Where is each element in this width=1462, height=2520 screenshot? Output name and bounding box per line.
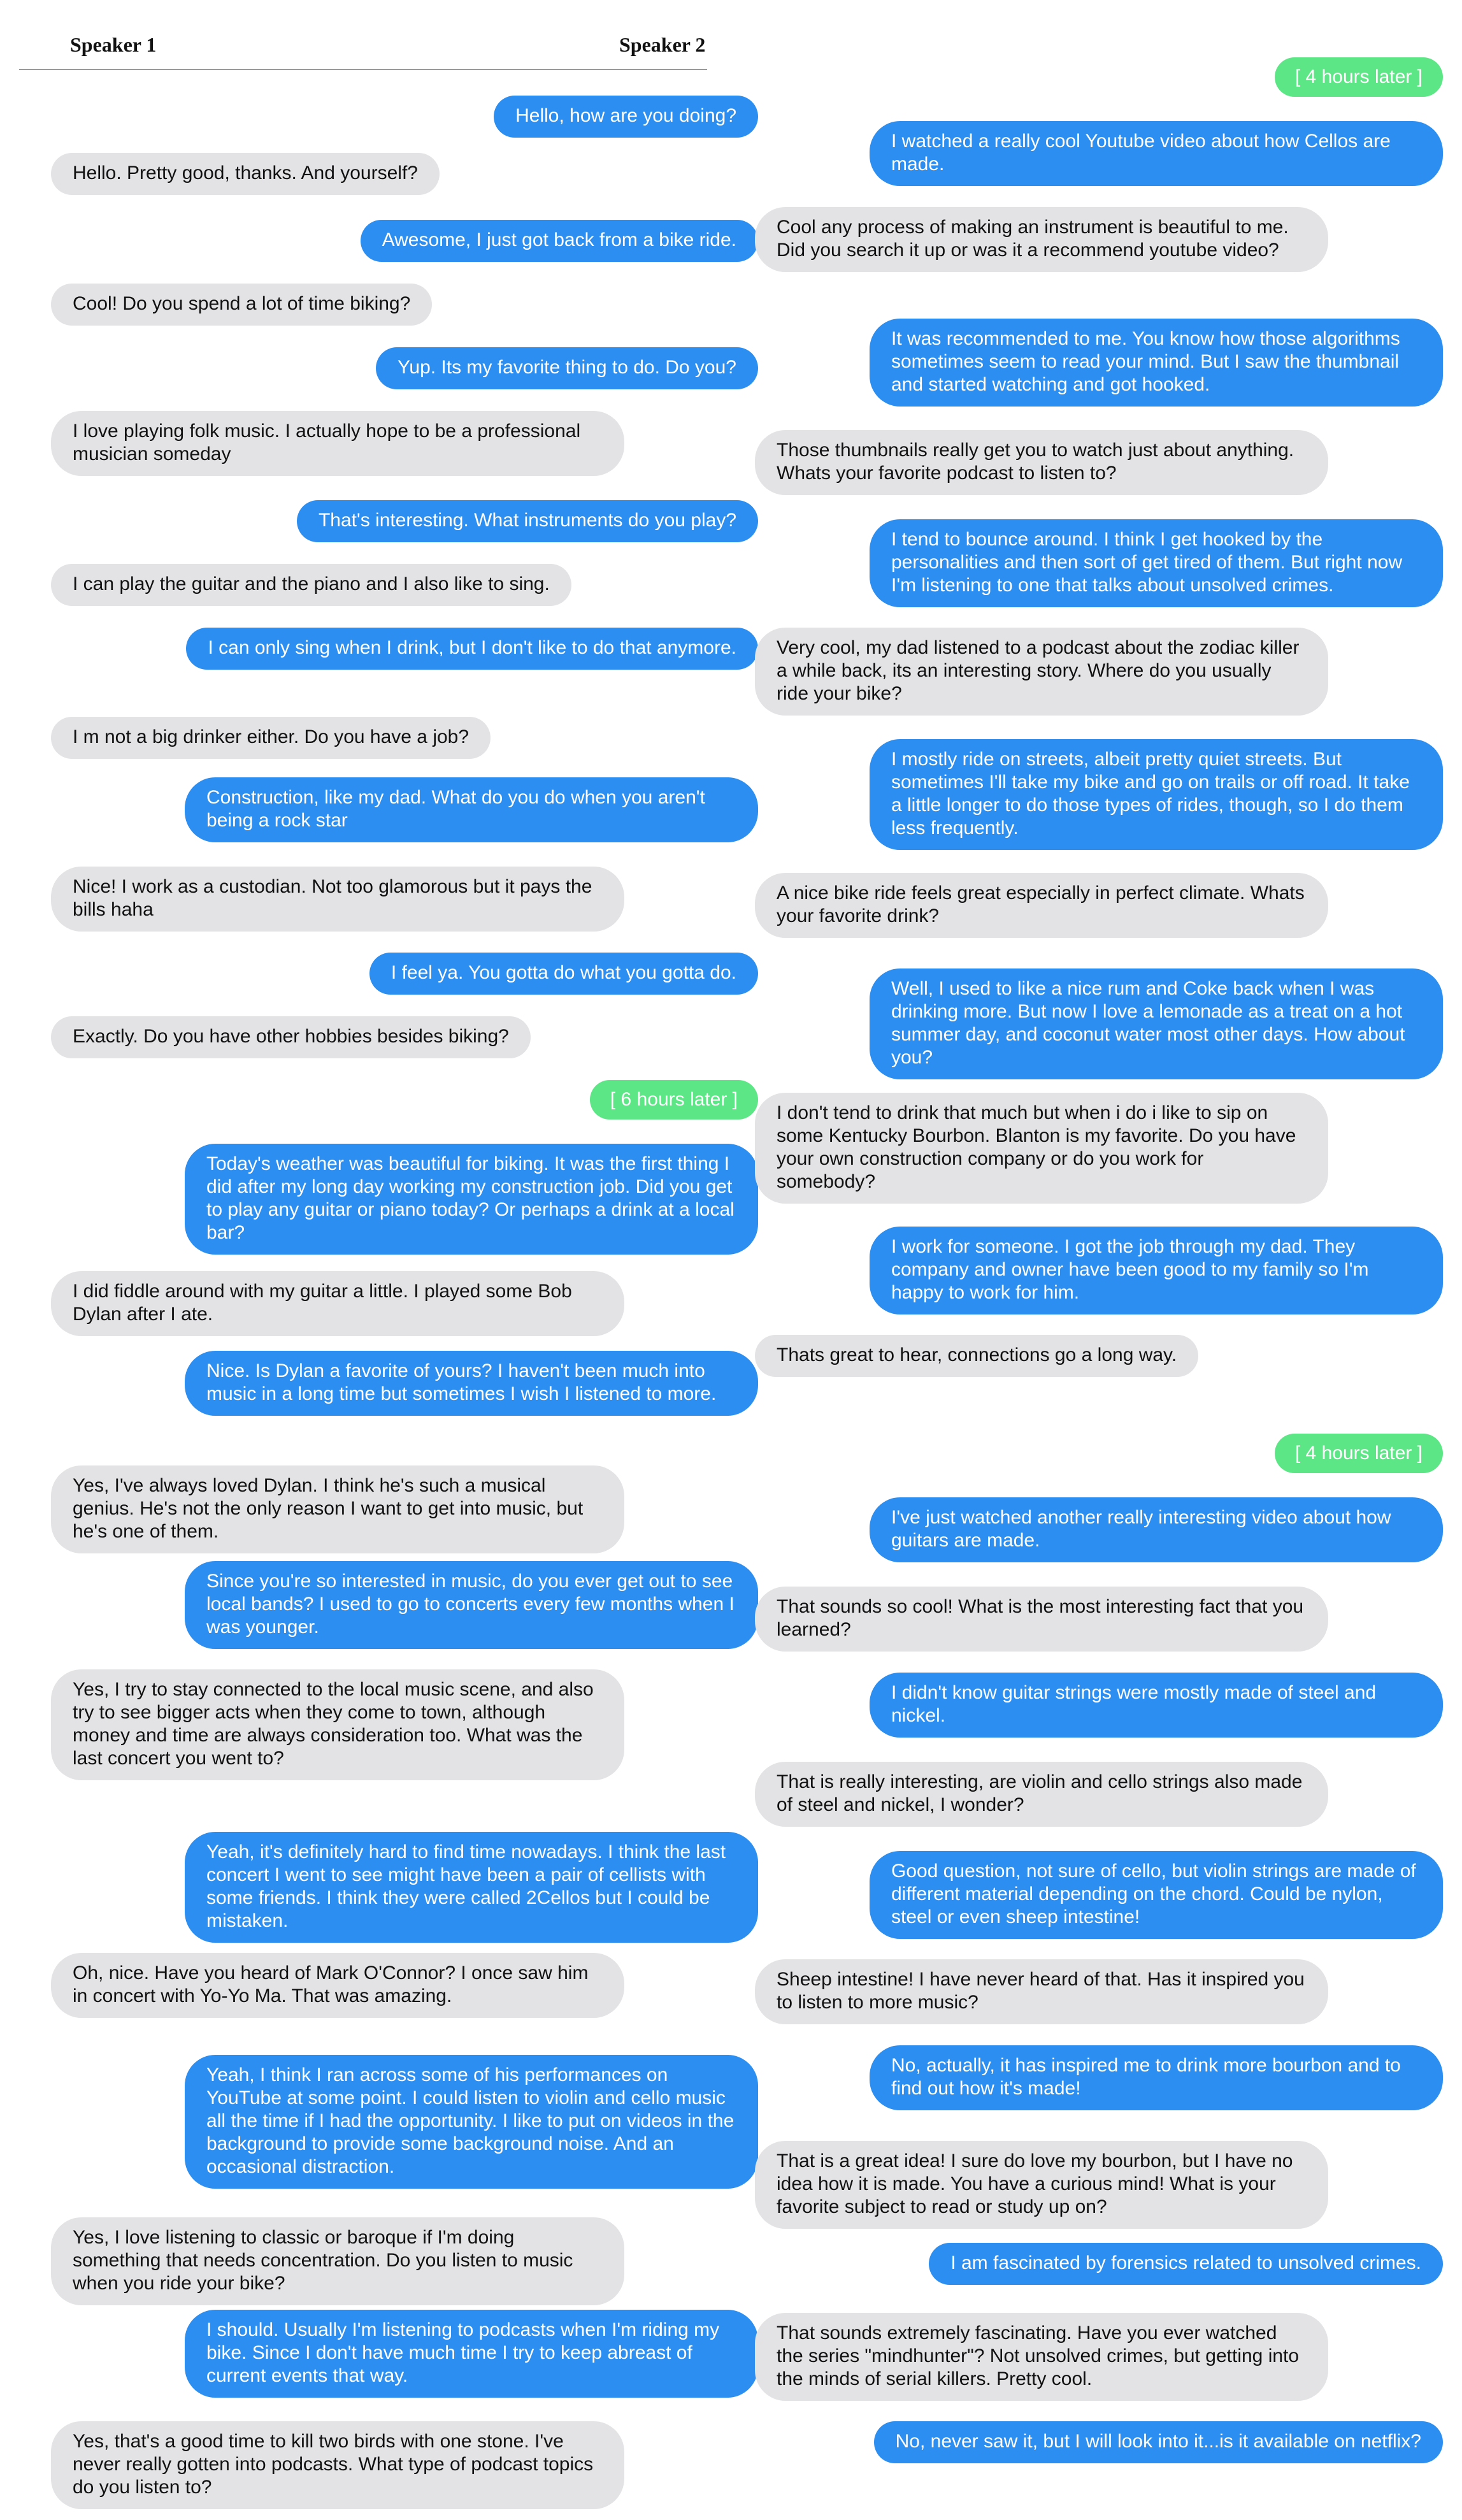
message-bubble-speaker2: No, actually, it has inspired me to drink more bourbon and to find out how it's made! [870, 2045, 1443, 2110]
message-bubble-speaker2: I tend to bounce around. I think I get hooked by the personalities and then sort of get tired of them. But right now I'm listening to one that talks about unsolved crimes. [870, 519, 1443, 607]
message-row-speaker2 [755, 1851, 1443, 1939]
message-row-speaker1 [755, 1762, 1443, 1827]
message-row-speaker2 [755, 319, 1443, 407]
timestamp-pill: [ 6 hours later ] [590, 1080, 758, 1120]
message-bubble-speaker1: Yes, I love listening to classic or baroque if I'm doing something that needs concentration. Do you listen to music when you ride your bike? [51, 2217, 624, 2305]
timestamp-row [755, 1434, 1443, 1473]
message-row-speaker1 [51, 867, 758, 932]
message-bubble-speaker2: Yeah, it's definitely hard to find time nowadays. I think the last concert I went to see might have been a pair of cellists with some friends. I think they were called 2Cellos but I could be mistaken. [185, 1832, 758, 1943]
transcript-header [19, 28, 707, 70]
message-bubble-speaker2: I am fascinated by forensics related to unsolved crimes. [929, 2243, 1443, 2285]
message-row-speaker1 [51, 1016, 758, 1058]
message-bubble-speaker2: Well, I used to like a nice rum and Coke back when I was drinking more. But now I love a lemonade as a treat on a hot summer day, and coconut water most other days. How about you? [870, 968, 1443, 1079]
message-bubble-speaker2: No, never saw it, but I will look into it...is it available on netflix? [874, 2421, 1443, 2463]
message-bubble-speaker2: Hello, how are you doing? [494, 96, 758, 138]
timestamp-pill: [ 4 hours later ] [1275, 57, 1443, 97]
message-bubble-speaker2: Awesome, I just got back from a bike ride. [361, 220, 758, 262]
message-bubble-speaker2: Construction, like my dad. What do you do when you aren't being a rock star [185, 777, 758, 842]
message-row-speaker1 [755, 2313, 1443, 2401]
message-bubble-speaker2: Yeah, I think I ran across some of his performances on YouTube at some point. I could listen to violin and cello music all the time if I had the opportunity. I like to put on videos in the background to provide some background noise. And an occasional distraction. [185, 2055, 758, 2189]
message-bubble-speaker1: That is really interesting, are violin and cello strings also made of steel and nickel, I wonder? [755, 1762, 1328, 1827]
message-row-speaker1 [51, 2217, 758, 2305]
message-row-speaker1 [755, 1959, 1443, 2024]
message-row-speaker1 [51, 2421, 758, 2509]
message-row-speaker1 [755, 873, 1443, 938]
message-bubble-speaker2: I mostly ride on streets, albeit pretty quiet streets. But sometimes I'll take my bike and go on trails or off road. It take a little longer to do those types of rides, though, so I do them less frequently. [870, 739, 1443, 850]
message-bubble-speaker1: That is a great idea! I sure do love my bourbon, but I have no idea how it is made. You have a curious mind! What is your favorite subject to read or study up on? [755, 2141, 1328, 2229]
message-bubble-speaker1: Cool! Do you spend a lot of time biking? [51, 284, 432, 326]
message-row-speaker1 [51, 284, 758, 326]
message-bubble-speaker1: I did fiddle around with my guitar a little. I played some Bob Dylan after I ate. [51, 1271, 624, 1336]
speaker2-label: Speaker 2 [619, 33, 706, 56]
message-row-speaker1 [51, 1465, 758, 1553]
message-row-speaker1 [755, 430, 1443, 495]
message-row-speaker1 [51, 411, 758, 476]
message-row-speaker2 [51, 96, 758, 138]
message-bubble-speaker2: Nice. Is Dylan a favorite of yours? I haven't been much into music in a long time but sometimes I wish I listened to more. [185, 1351, 758, 1416]
message-row-speaker1 [755, 2141, 1443, 2229]
message-bubble-speaker2: I should. Usually I'm listening to podcasts when I'm riding my bike. Since I don't have much time I try to keep abreast of current events that way. [185, 2310, 758, 2398]
message-row-speaker2 [51, 777, 758, 842]
message-bubble-speaker2: That's interesting. What instruments do you play? [297, 500, 758, 542]
message-row-speaker2 [755, 2243, 1443, 2285]
message-bubble-speaker1: Those thumbnails really get you to watch just about anything. Whats your favorite podcast to listen to? [755, 430, 1328, 495]
message-row-speaker2 [755, 1497, 1443, 1562]
message-bubble-speaker1: Yes, I try to stay connected to the local music scene, and also try to see bigger acts when they come to town, although money and time are always consideration too. What was the last concert you went to? [51, 1669, 624, 1780]
message-bubble-speaker1: That sounds so cool! What is the most interesting fact that you learned? [755, 1587, 1328, 1652]
message-row-speaker2 [51, 1351, 758, 1416]
message-row-speaker2 [755, 121, 1443, 186]
message-row-speaker1 [51, 1271, 758, 1336]
speaker1-label: Speaker 1 [70, 33, 157, 56]
message-bubble-speaker2: It was recommended to me. You know how those algorithms sometimes seem to read your mind. But I saw the thumbnail and started watching and got hooked. [870, 319, 1443, 407]
message-bubble-speaker1: Hello. Pretty good, thanks. And yourself? [51, 153, 440, 195]
message-row-speaker1 [755, 1093, 1443, 1204]
message-row-speaker2 [51, 1144, 758, 1255]
message-row-speaker2 [755, 968, 1443, 1079]
message-row-speaker2 [51, 1832, 758, 1943]
message-row-speaker1 [51, 1953, 758, 2018]
message-bubble-speaker2: Good question, not sure of cello, but violin strings are made of different material depending on the chord. Could be nylon, steel or even sheep intestine! [870, 1851, 1443, 1939]
message-bubble-speaker1: Very cool, my dad listened to a podcast about the zodiac killer a while back, its an interesting story. Where do you usually ride your bike? [755, 628, 1328, 716]
timestamp-pill: [ 4 hours later ] [1275, 1434, 1443, 1473]
message-bubble-speaker1: That sounds extremely fascinating. Have you ever watched the series "mindhunter"? Not unsolved crimes, but getting into the minds of serial killers. Pretty cool. [755, 2313, 1328, 2401]
message-bubble-speaker1: I don't tend to drink that much but when i do i like to sip on some Kentucky Bourbon. Blanton is my favorite. Do you have your own construction company or do you work for somebody? [755, 1093, 1328, 1204]
message-bubble-speaker2: I feel ya. You gotta do what you gotta do. [369, 953, 758, 995]
message-row-speaker2 [51, 2055, 758, 2189]
message-bubble-speaker1: I can play the guitar and the piano and I also like to sing. [51, 564, 571, 606]
message-bubble-speaker2: I've just watched another really interesting video about how guitars are made. [870, 1497, 1443, 1562]
message-row-speaker2 [755, 739, 1443, 850]
message-row-speaker1 [755, 1335, 1443, 1377]
message-row-speaker2 [755, 1673, 1443, 1738]
message-row-speaker2 [755, 2421, 1443, 2463]
message-row-speaker2 [755, 2045, 1443, 2110]
message-bubble-speaker2: I didn't know guitar strings were mostly made of steel and nickel. [870, 1673, 1443, 1738]
message-row-speaker2 [51, 953, 758, 995]
message-bubble-speaker1: I m not a big drinker either. Do you have a job? [51, 717, 491, 759]
message-bubble-speaker2: Since you're so interested in music, do you ever get out to see local bands? I used to go to concerts every few months when I was younger. [185, 1561, 758, 1649]
message-row-speaker2 [51, 1561, 758, 1649]
message-bubble-speaker1: Cool any process of making an instrument is beautiful to me. Did you search it up or was it a recommend youtube video? [755, 207, 1328, 272]
message-row-speaker1 [51, 717, 758, 759]
message-row-speaker1 [51, 1669, 758, 1780]
message-row-speaker1 [755, 628, 1443, 716]
message-row-speaker2 [51, 220, 758, 262]
message-bubble-speaker1: Yes, that's a good time to kill two birds with one stone. I've never really gotten into podcasts. What type of podcast topics do you listen to? [51, 2421, 624, 2509]
message-row-speaker2 [755, 1227, 1443, 1314]
timestamp-row [51, 1080, 758, 1120]
message-row-speaker2 [51, 2310, 758, 2398]
timestamp-row [755, 57, 1443, 97]
message-bubble-speaker1: Thats great to hear, connections go a long way. [755, 1335, 1198, 1377]
message-bubble-speaker1: I love playing folk music. I actually hope to be a professional musician someday [51, 411, 624, 476]
message-bubble-speaker1: Oh, nice. Have you heard of Mark O'Connor? I once saw him in concert with Yo-Yo Ma. That was amazing. [51, 1953, 624, 2018]
message-bubble-speaker2: Yup. Its my favorite thing to do. Do you? [376, 347, 758, 389]
message-bubble-speaker1: Nice! I work as a custodian. Not too glamorous but it pays the bills haha [51, 867, 624, 932]
message-row-speaker1 [51, 153, 758, 195]
message-bubble-speaker1: Sheep intestine! I have never heard of that. Has it inspired you to listen to more music? [755, 1959, 1328, 2024]
message-row-speaker2 [51, 628, 758, 670]
message-row-speaker2 [755, 519, 1443, 607]
message-row-speaker2 [51, 347, 758, 389]
message-bubble-speaker2: I work for someone. I got the job through my dad. They company and owner have been good to my family so I'm happy to work for him. [870, 1227, 1443, 1314]
message-row-speaker1 [755, 1587, 1443, 1652]
message-bubble-speaker1: Exactly. Do you have other hobbies besides biking? [51, 1016, 531, 1058]
message-row-speaker1 [755, 207, 1443, 272]
message-row-speaker1 [51, 564, 758, 606]
message-bubble-speaker1: Yes, I've always loved Dylan. I think he's such a musical genius. He's not the only reason I want to get into music, but he's one of them. [51, 1465, 624, 1553]
message-row-speaker2 [51, 500, 758, 542]
message-bubble-speaker2: Today's weather was beautiful for biking. It was the first thing I did after my long day working my construction job. Did you get to play any guitar or piano today? Or perhaps a drink at a local bar? [185, 1144, 758, 1255]
message-bubble-speaker2: I watched a really cool Youtube video about how Cellos are made. [870, 121, 1443, 186]
message-bubble-speaker2: I can only sing when I drink, but I don't like to do that anymore. [186, 628, 758, 670]
message-bubble-speaker1: A nice bike ride feels great especially in perfect climate. Whats your favorite drink? [755, 873, 1328, 938]
